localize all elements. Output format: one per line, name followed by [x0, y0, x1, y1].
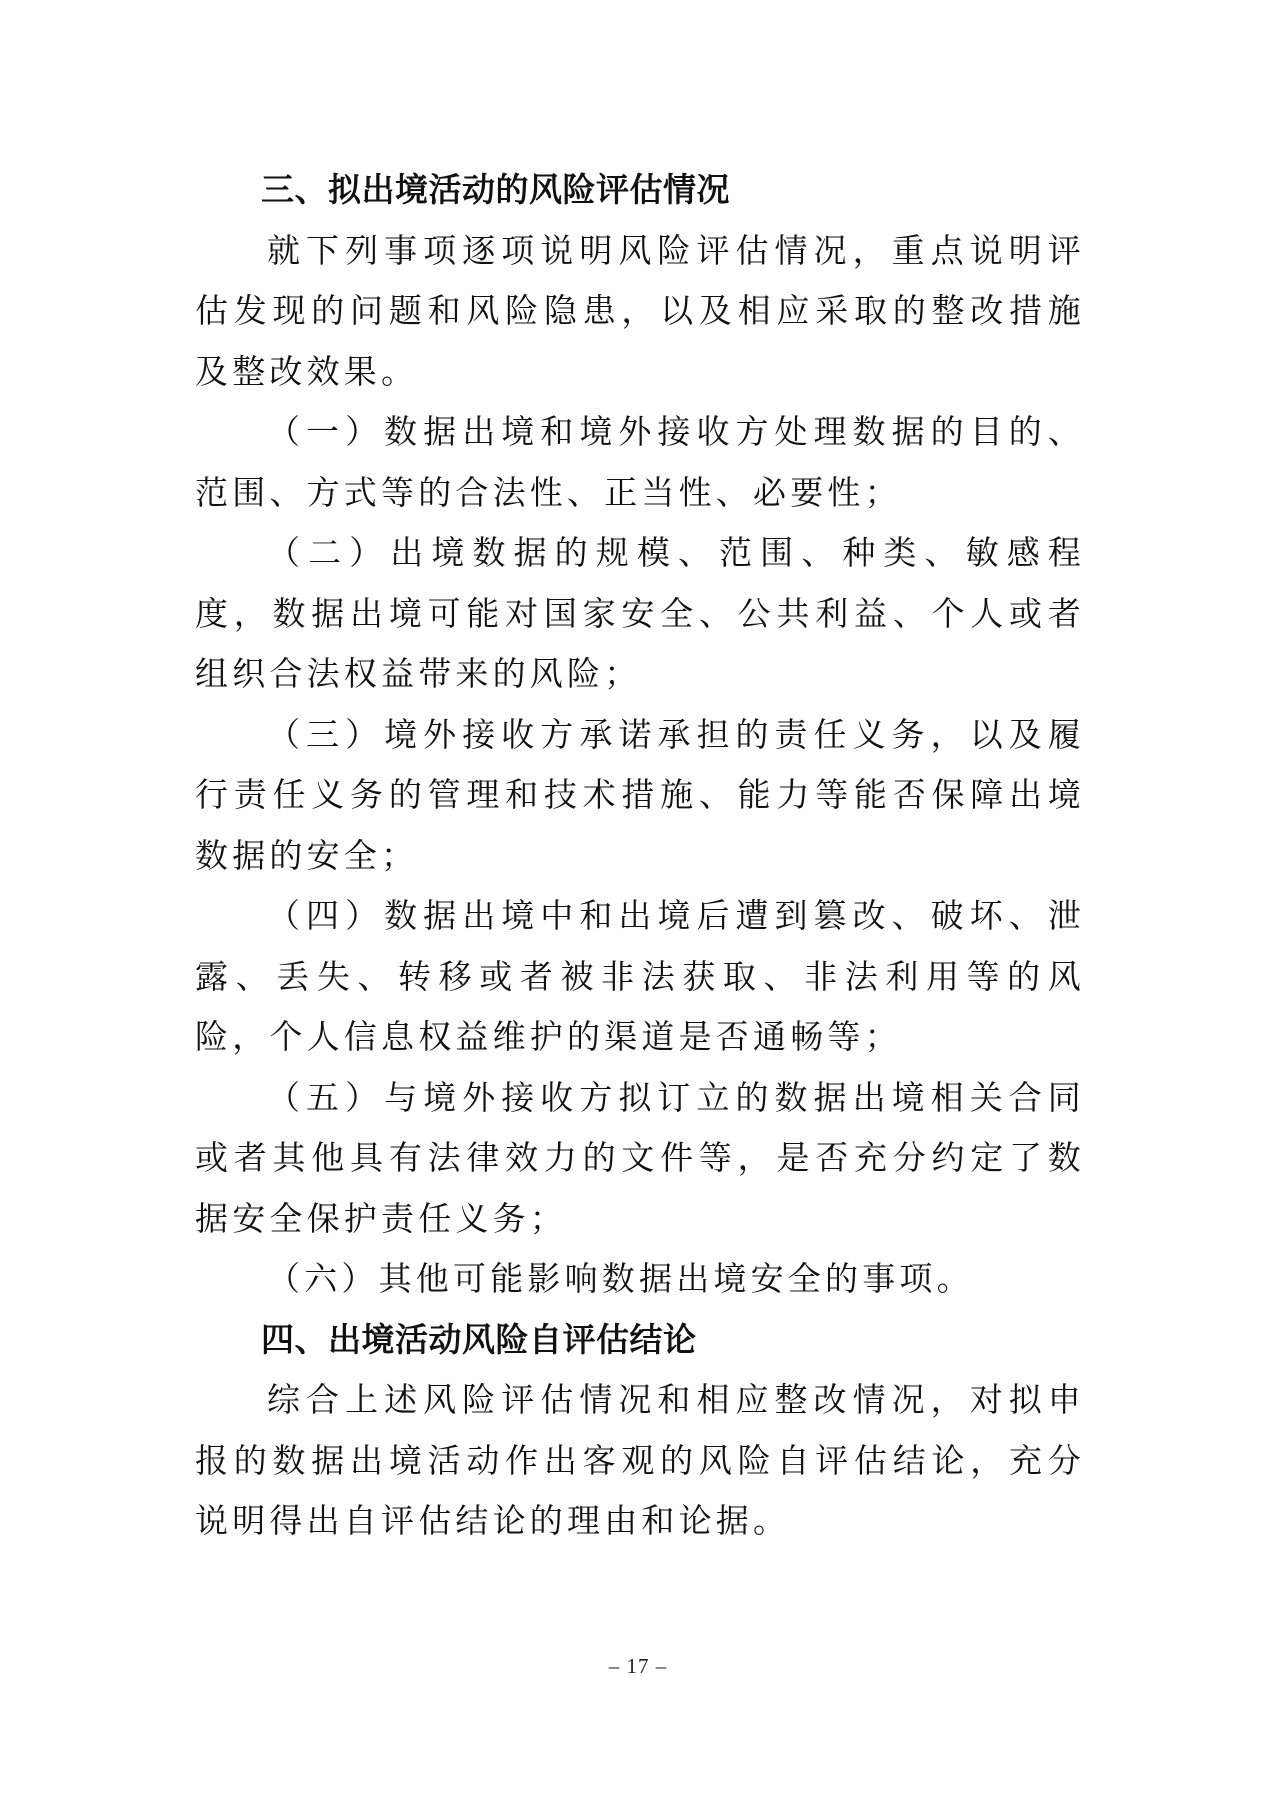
section-three-item-4: （四）数据出境中和出境后遭到篡改、破坏、泄露、丢失、转移或者被非法获取、非法利用等的风险，个人信息权益维护的渠道是否通畅等；: [195, 896, 1085, 1056]
section-three-item-1: （一）数据出境和境外接收方处理数据的目的、范围、方式等的合法性、正当性、必要性；: [195, 412, 1085, 512]
section-three-item-5: （五）与境外接收方拟订立的数据出境相关合同或者其他具有法律效力的文件等，是否充分约定了数据安全保护责任义务；: [195, 1077, 1085, 1238]
document-body: [195, 160, 1085, 1552]
page-number: – 17 –: [608, 1654, 668, 1678]
section-three-heading: 三、拟出境活动的风险评估情况: [261, 170, 730, 209]
section-four-heading: 四、出境活动风险自评估结论: [261, 1319, 697, 1359]
section-four-body: 综合上述风险评估情况和相应整改情况，对拟申报的数据出境活动作出客观的风险自评估结论，充分说明得出自评估结论的理由和论据。: [195, 1380, 1085, 1540]
section-three-item-3: （三）境外接收方承诺承担的责任义务，以及履行责任义务的管理和技术措施、能力等能否保障出境数据的安全；: [195, 714, 1085, 875]
section-three-intro: 就下列事项逐项说明风险评估情况，重点说明评估发现的问题和风险隐患，以及相应采取的整改措施及整改效果。: [195, 230, 1085, 391]
section-three-item-6: （六）其他可能影响数据出境安全的事项。: [267, 1259, 974, 1298]
section-three-item-2: （二）出境数据的规模、范围、种类、敏感程度，数据出境可能对国家安全、公共利益、个人或者组织合法权益带来的风险；: [195, 533, 1085, 693]
